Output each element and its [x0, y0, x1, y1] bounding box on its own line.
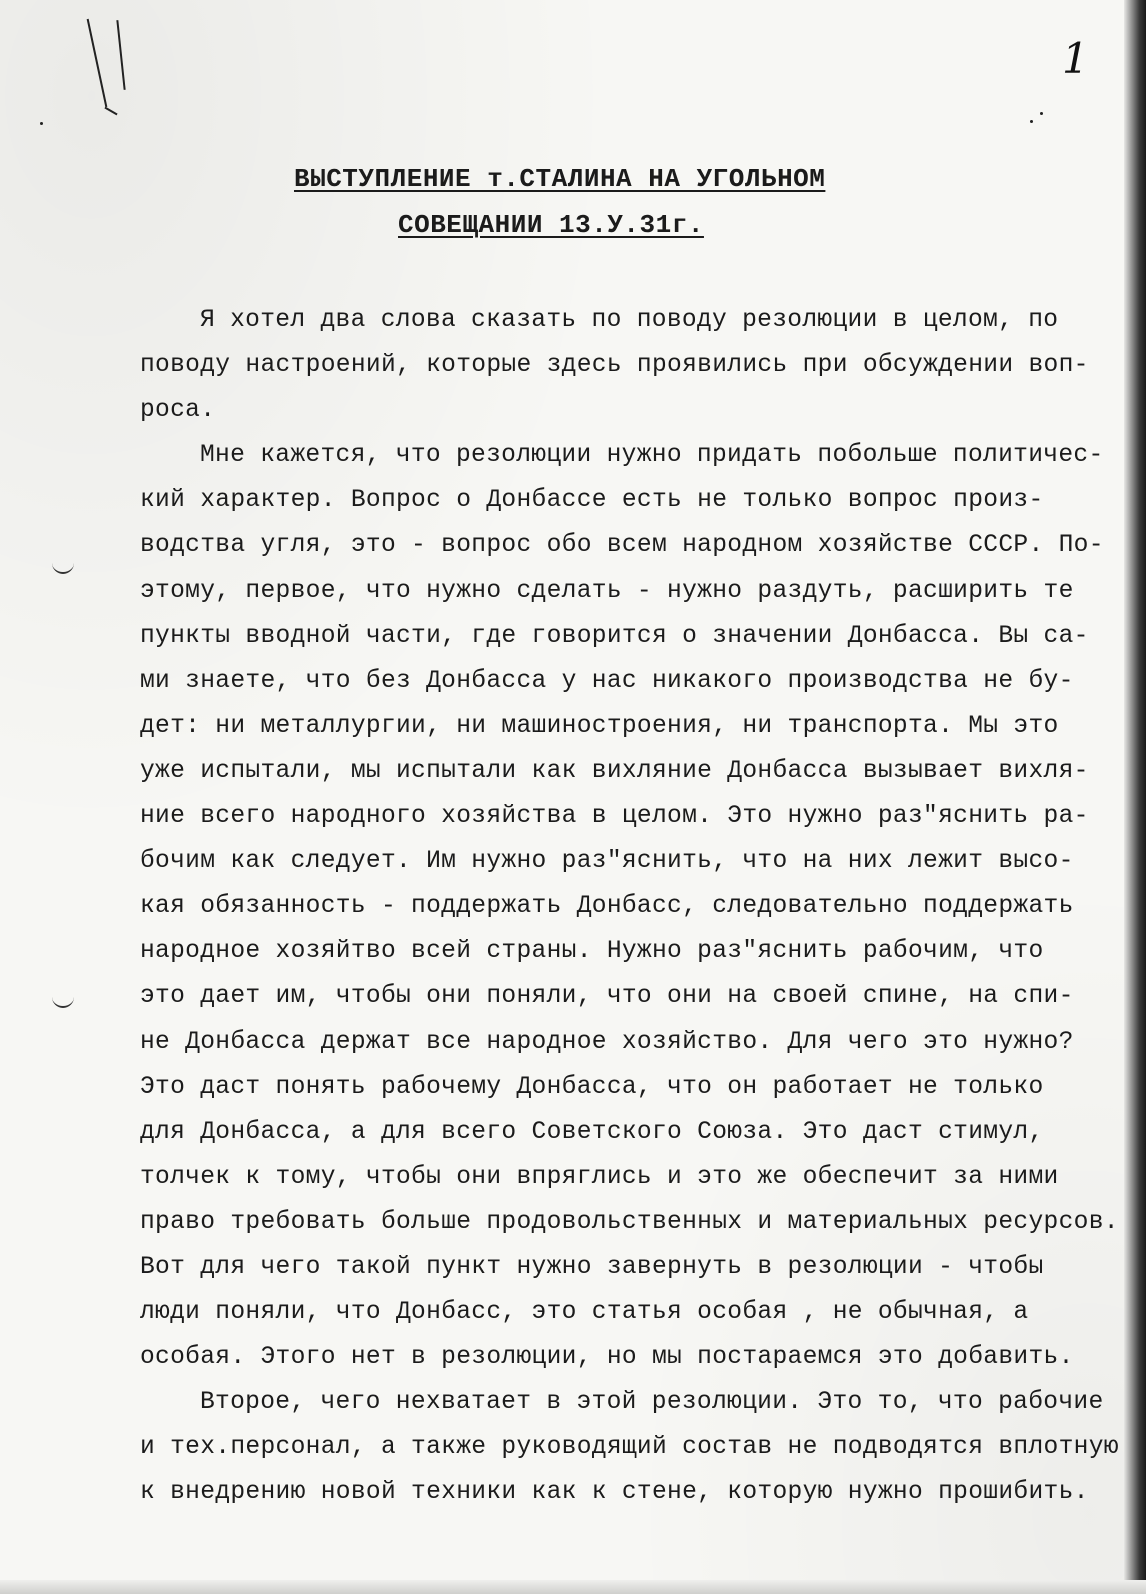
title-line-1: ВЫСТУПЛЕНИЕ т.СТАЛИНА НА УГОЛЬНОМ	[294, 164, 826, 194]
text-line: к внедрению новой техники как к стене, которую нужно прошибить.	[140, 1479, 1089, 1507]
document-body	[140, 298, 1119, 1516]
text-line: ми знаете, что без Донбасса у нас никакого производства не бу-	[140, 667, 1074, 695]
text-line: Я хотел два слова сказать по поводу резолюции в целом, по	[200, 307, 1059, 334]
text-line: дет: ни металлургии, ни машиностроения, ни транспорта. Мы это	[140, 712, 1059, 740]
scan-dot	[40, 122, 43, 125]
text-line: Вот для чего такой пункт нужно завернуть в резолюции - чтобы	[140, 1253, 1044, 1281]
text-line: для Донбасса, а для всего Советского Союза. Это даст стимул,	[140, 1118, 1044, 1146]
text-line: ние всего народного хозяйства в целом. Это нужно раз"яснить ра-	[140, 803, 1089, 831]
scan-mark-stroke	[104, 107, 117, 116]
scan-dot	[1040, 112, 1043, 115]
text-line: народное хозяйтво всей страны. Нужно раз"яснить рабочим, что	[140, 938, 1044, 966]
text-line: бочим как следует. Им нужно раз"яснить, что на них лежит высо-	[140, 848, 1074, 876]
text-line: водства угля, это - вопрос обо всем народном хозяйстве СССР. По-	[140, 532, 1104, 560]
text-line: люди поняли, что Донбасс, это статья особая , не обычная, а	[140, 1299, 1029, 1327]
text-line: кая обязанность - поддержать Донбасс, следовательно поддержать	[140, 893, 1074, 921]
text-line: право требовать больше продовольственных и материальных ресурсов.	[140, 1208, 1119, 1236]
text-line: Второе, чего нехватает в этой резолюции. Это то, что рабочие	[200, 1389, 1104, 1417]
text-line: кий характер. Вопрос о Донбассе есть не только вопрос произ-	[140, 487, 1044, 515]
text-line: роса.	[140, 397, 216, 425]
scan-dot	[1030, 120, 1033, 123]
text-line: и тех.персонал, а также руководящий состав не подводятся вплотную	[140, 1434, 1119, 1462]
fold-mark	[52, 992, 74, 1008]
text-line: поводу настроений, которые здесь проявились при обсуждении воп-	[140, 352, 1089, 380]
text-line: Мне кажется, что резолюции нужно придать побольше политичес-	[200, 442, 1104, 470]
scan-edge-right	[1124, 0, 1146, 1594]
text-line: толчек к тому, чтобы они впряглись и это же обеспечит за ними	[140, 1163, 1059, 1191]
document-title	[280, 156, 826, 248]
scan-edge-bottom	[0, 1580, 1146, 1594]
page-number: 1	[1062, 34, 1089, 83]
text-line: уже испытали, мы испытали как вихляние Донбасса вызывает вихля-	[140, 757, 1089, 785]
scan-mark-stroke	[116, 20, 125, 90]
text-line: Это даст понять рабочему Донбасса, что он работает не только	[140, 1073, 1044, 1101]
text-line: пункты вводной части, где говорится о значении Донбасса. Вы са-	[140, 622, 1089, 650]
fold-mark	[52, 558, 74, 574]
text-line: особая. Этого нет в резолюции, но мы постараемся это добавить.	[140, 1344, 1074, 1372]
scan-mark-stroke	[87, 19, 108, 107]
title-line-2: СОВЕЩАНИИ 13.У.31г.	[398, 210, 704, 240]
text-line: не Донбасса держат все народное хозяйство. Для чего это нужно?	[140, 1028, 1074, 1056]
text-line: это дает им, чтобы они поняли, что они на своей спине, на спи-	[140, 983, 1074, 1011]
text-line: этому, первое, что нужно сделать - нужно раздуть, расширить те	[140, 577, 1074, 605]
